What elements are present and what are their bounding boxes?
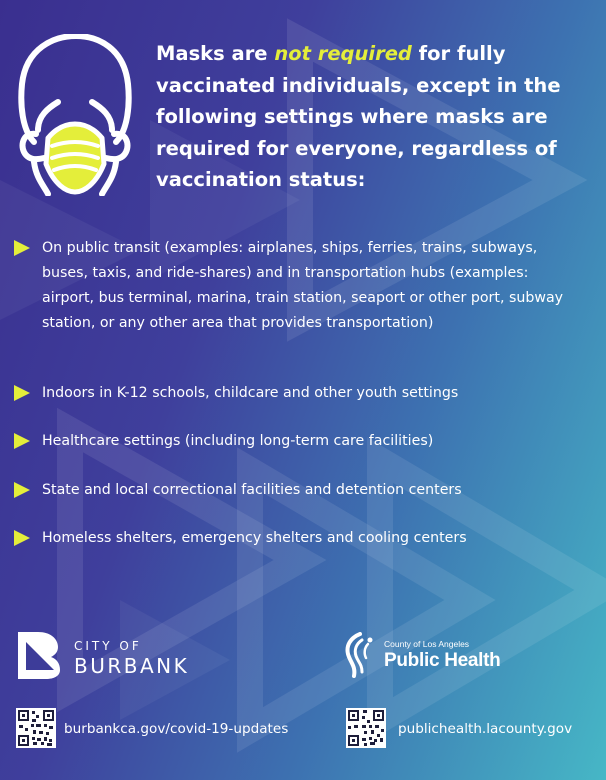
burbank-line2: BURBANK — [74, 654, 190, 678]
qr-code-icon[interactable] — [346, 708, 386, 748]
headline-suffix: for fully vaccinated individuals, except in the following settings where masks are required for everyone, regardless of vaccination status: — [156, 42, 561, 191]
bullet-triangle-icon — [14, 385, 30, 401]
bullet-triangle-icon — [14, 433, 30, 449]
list-item-text: Indoors in K-12 schools, childcare and other youth settings — [42, 385, 459, 401]
public-health-wordmark — [384, 638, 500, 672]
qr-code-icon[interactable] — [16, 708, 56, 748]
burbank-logo — [16, 630, 62, 680]
bullet-triangle-icon — [14, 482, 30, 498]
list-item-text: On public transit (examples: airplanes, ships, ferries, trains, subways, buses, taxis, and ride-shares) and in transportation hubs (examples: airport, bus terminal, marina, train station, seaport or other port, subway station, or any other area that provides transportation) — [42, 240, 564, 331]
public-health-logo — [340, 632, 380, 678]
burbank-url-link[interactable]: burbankca.gov/covid-19-updates — [64, 721, 289, 737]
headline — [156, 38, 596, 196]
bullet-triangle-icon — [14, 240, 30, 256]
list-item-text: Homeless shelters, emergency shelters and cooling centers — [42, 530, 467, 546]
burbank-line1: CITY OF — [74, 639, 142, 653]
face-mask-icon — [14, 34, 136, 196]
burbank-wordmark — [74, 638, 189, 678]
headline-prefix: Masks are — [156, 42, 275, 65]
headline-emphasis: not required — [274, 42, 412, 65]
list-item-text: Healthcare settings (including long-term care facilities) — [42, 433, 434, 449]
ph-line2: Public Health — [384, 650, 501, 671]
list-item-text: State and local correctional facilities and detention centers — [42, 482, 462, 498]
ph-line1: County of Los Angeles — [384, 639, 470, 649]
bullet-triangle-icon — [14, 530, 30, 546]
public-health-url-link[interactable]: publichealth.lacounty.gov — [398, 721, 573, 737]
